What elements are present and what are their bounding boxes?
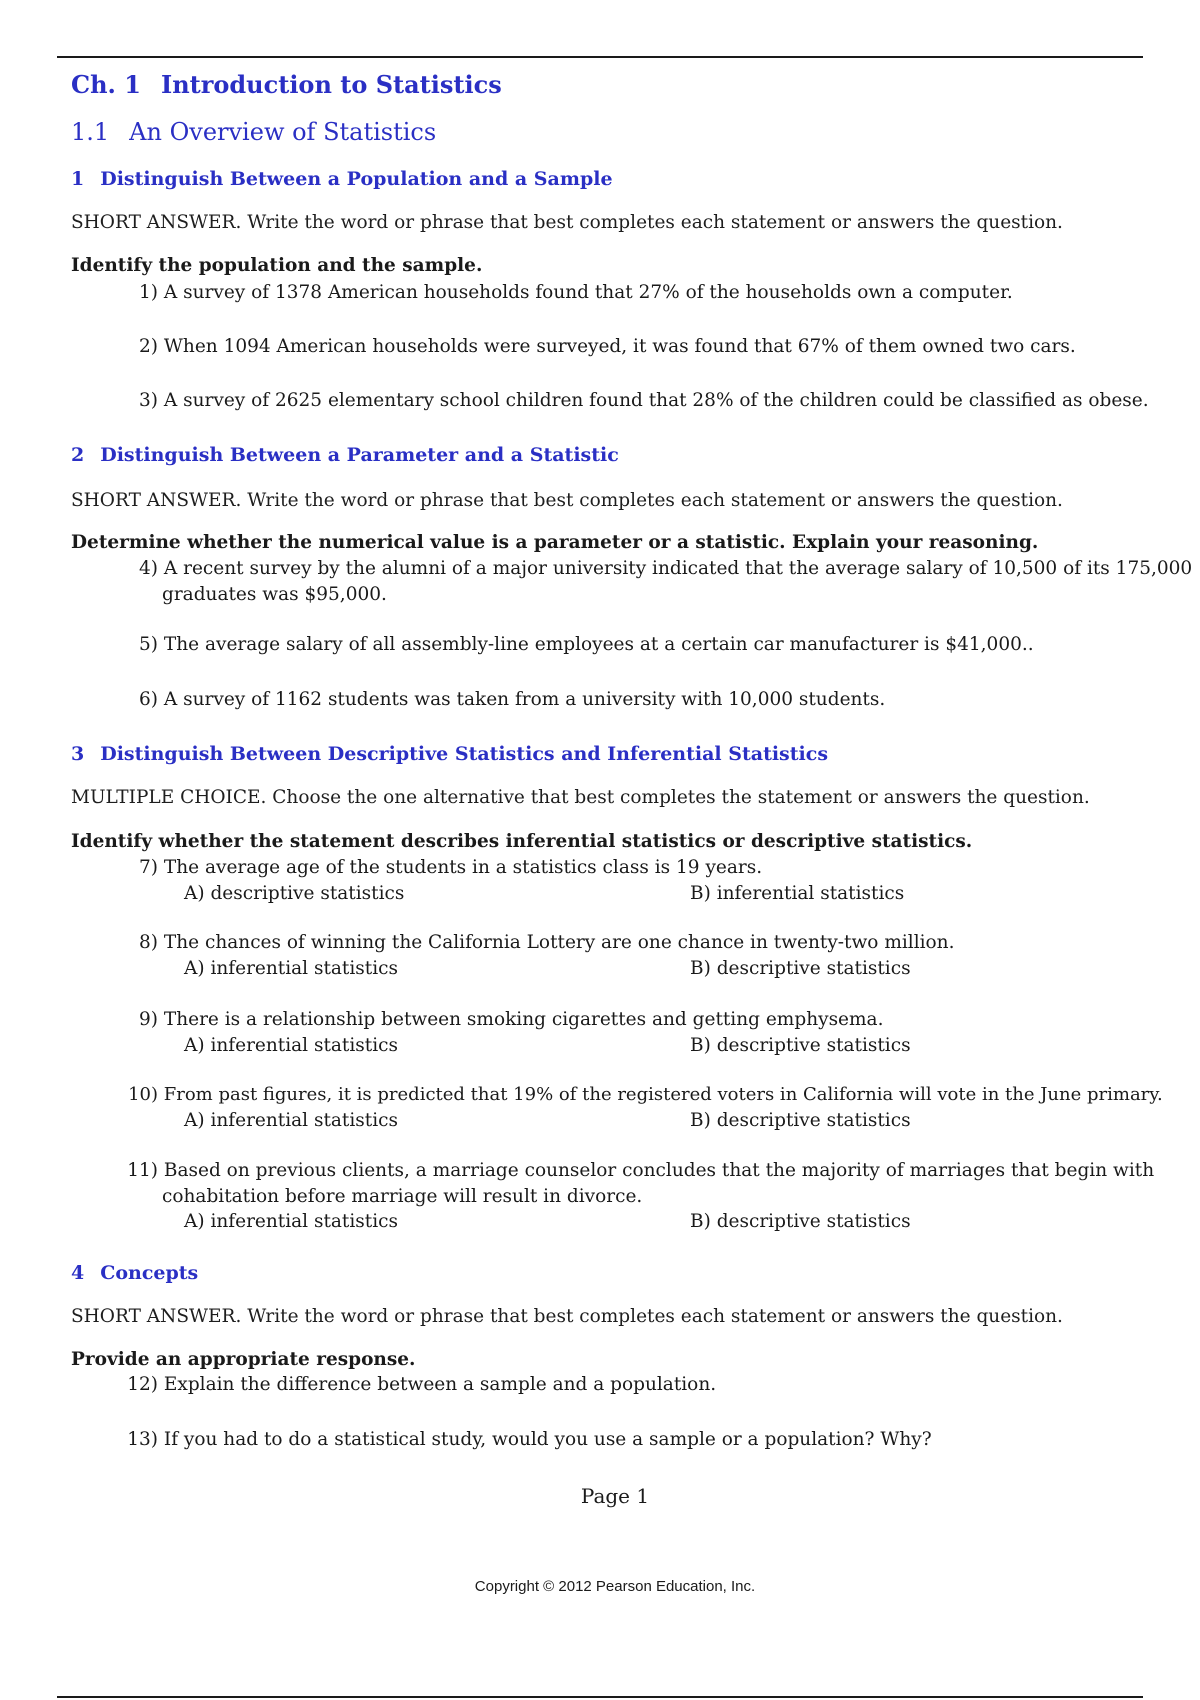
page-number: Page 1 — [580, 1484, 650, 1508]
instructions-short-answer: SHORT ANSWER. Write the word or phrase that best completes each statement or answers the question. — [71, 212, 1063, 233]
instructions-short-answer: SHORT ANSWER. Write the word or phrase that best completes each statement or answers the question. — [71, 1306, 1063, 1327]
choice-b: B) descriptive statistics — [690, 1110, 911, 1131]
question: 8) The chances of winning the California Lottery are one chance in twenty-two million. — [139, 932, 955, 953]
section-number: 1.1 — [71, 118, 110, 146]
choice-b: B) inferential statistics — [690, 883, 905, 904]
top-rule — [57, 56, 1143, 58]
directions: Provide an appropriate response. — [71, 1349, 416, 1370]
question: 11) Based on previous clients, a marriage counselor concludes that the majority of marriages that begin with — [127, 1160, 1155, 1181]
objective-heading: 3 Distinguish Between Descriptive Statistics and Inferential Statistics — [71, 743, 829, 765]
question: 13) If you had to do a statistical study, would you use a sample or a population? Why? — [127, 1429, 932, 1450]
directions: Identify whether the statement describes inferential statistics or descriptive statistics. — [71, 831, 973, 852]
section-heading — [71, 118, 436, 146]
choice-a: A) inferential statistics — [184, 958, 398, 979]
question: 7) The average age of the students in a statistics class is 19 years. — [139, 857, 763, 878]
question: 3) A survey of 2625 elementary school children found that 28% of the children could be classified as obese. — [139, 390, 1149, 411]
chapter-title: Introduction to Statistics — [160, 70, 502, 99]
copyright-notice: Copyright © 2012 Pearson Education, Inc. — [474, 1578, 756, 1595]
chapter-heading — [71, 70, 502, 99]
question: 5) The average salary of all assembly-line employees at a certain car manufacturer is $41,000.. — [139, 634, 1034, 655]
choice-a: A) inferential statistics — [184, 1211, 398, 1232]
objective-heading: 4 Concepts — [71, 1262, 199, 1284]
question: 12) Explain the difference between a sample and a population. — [127, 1374, 717, 1395]
choice-b: B) descriptive statistics — [690, 958, 911, 979]
objective-heading: 1 Distinguish Between a Population and a Sample — [71, 168, 613, 190]
section-title: An Overview of Statistics — [129, 118, 437, 146]
chapter-number: Ch. 1 — [71, 70, 141, 99]
question: 1) A survey of 1378 American households found that 27% of the households own a computer. — [139, 282, 1013, 303]
question: 6) A survey of 1162 students was taken from a university with 10,000 students. — [139, 689, 886, 710]
choice-b: B) descriptive statistics — [690, 1211, 911, 1232]
choice-a: A) inferential statistics — [184, 1110, 398, 1131]
directions: Identify the population and the sample. — [71, 255, 483, 276]
directions: Determine whether the numerical value is a parameter or a statistic. Explain your reasoning. — [71, 532, 1039, 553]
question: 2) When 1094 American households were surveyed, it was found that 67% of them owned two cars. — [139, 336, 1076, 357]
question-continuation: cohabitation before marriage will result in divorce. — [162, 1186, 643, 1207]
bottom-rule — [57, 1696, 1143, 1698]
question-continuation: graduates was $95,000. — [162, 584, 387, 605]
objective-heading: 2 Distinguish Between a Parameter and a Statistic — [71, 444, 619, 466]
instructions-short-answer: SHORT ANSWER. Write the word or phrase that best completes each statement or answers the question. — [71, 490, 1063, 511]
choice-a: A) descriptive statistics — [184, 883, 405, 904]
question: 9) There is a relationship between smoking cigarettes and getting emphysema. — [139, 1009, 884, 1030]
choice-a: A) inferential statistics — [184, 1035, 398, 1056]
choice-b: B) descriptive statistics — [690, 1035, 911, 1056]
question: 10) From past figures, it is predicted that 19% of the registered voters in California will vote in the June primary. — [128, 1084, 1163, 1105]
instructions-multiple-choice: MULTIPLE CHOICE. Choose the one alternative that best completes the statement or answers the question. — [71, 787, 1090, 808]
question: 4) A recent survey by the alumni of a major university indicated that the average salary of 10,500 of its 175,000 — [139, 558, 1193, 579]
